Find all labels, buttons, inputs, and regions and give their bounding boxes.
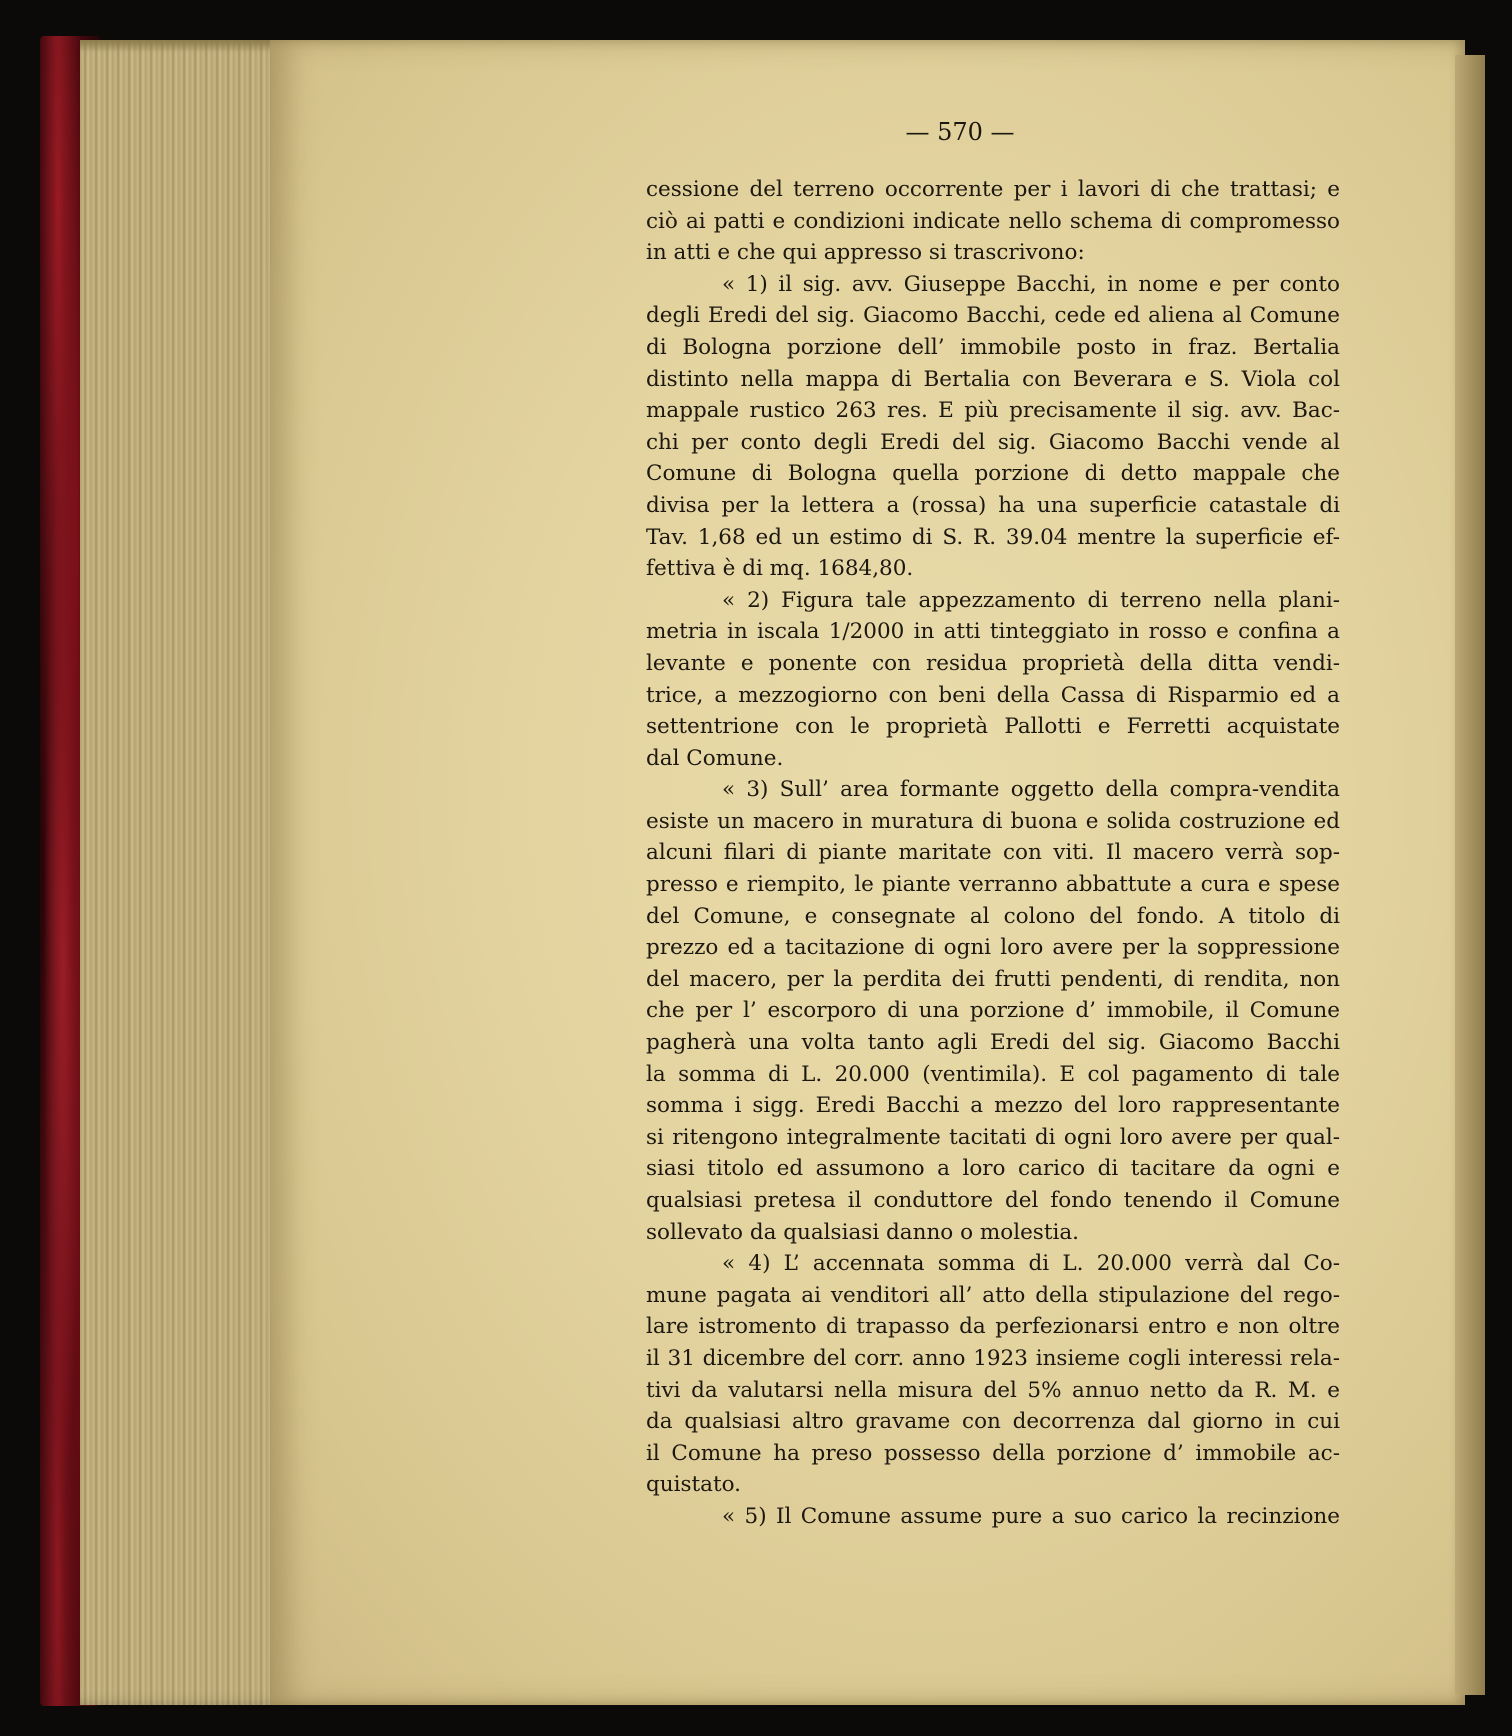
text-line: levante e ponente con residua proprietà della ditta vendi- [646, 650, 1340, 676]
text-line: presso e riempito, le piante verranno abbattute a cura e spese [646, 872, 1340, 898]
page-body-text [646, 174, 1340, 1533]
text-line: dal Comune. [646, 745, 784, 771]
page-edges [80, 40, 290, 1705]
text-line: Comune di Bologna quella porzione di detto mappale che [646, 461, 1340, 487]
text-line: trice, a mezzogiorno con beni della Cassa di Risparmio ed a [646, 682, 1340, 708]
text-line: « 4) L’ accennata somma di L. 20.000 verrà dal Co- [722, 1251, 1340, 1277]
text-line: « 1) il sig. avv. Giuseppe Bacchi, in nome e per conto [722, 271, 1340, 297]
text-line: pagherà una volta tanto agli Eredi del sig. Giacomo Bacchi [646, 1030, 1340, 1056]
text-line: degli Eredi del sig. Giacomo Bacchi, cede ed aliena al Comune [646, 303, 1340, 329]
text-line: prezzo ed a tacitazione di ogni loro avere per la soppressione [646, 935, 1340, 961]
text-line: ciò ai patti e condizioni indicate nello schema di compromesso [646, 208, 1340, 234]
text-line: il Comune ha preso possesso della porzione d’ immobile ac- [646, 1440, 1340, 1466]
text-line: si ritengono integralmente tacitati di ogni loro avere per qual- [646, 1124, 1340, 1150]
text-line: fettiva è di mq. 1684,80. [646, 556, 914, 582]
text-line: metria in iscala 1/2000 in atti tinteggiato in rosso e confina a [646, 619, 1340, 645]
text-line: mune pagata ai venditori all’ atto della stipulazione del rego- [646, 1282, 1340, 1308]
text-line: sollevato da qualsiasi danno o molestia. [646, 1219, 1079, 1245]
text-line: di Bologna porzione dell’ immobile posto in fraz. Bertalia [646, 334, 1340, 360]
text-line: mappale rustico 263 res. E più precisamente il sig. avv. Bac- [646, 398, 1340, 424]
text-line: cessione del terreno occorrente per i lavori di che trattasi; e [646, 177, 1340, 202]
text-line: « 2) Figura tale appezzamento di terreno nella plani- [722, 587, 1340, 613]
text-line: del Comune, e consegnate al colono del fondo. A titolo di [646, 903, 1340, 929]
page-number-text: — 570 — [905, 118, 1015, 146]
text-line: settentrione con le proprietà Pallotti e Ferretti acquistate [646, 714, 1340, 740]
text-line: esiste un macero in muratura di buona e solida costruzione ed [646, 808, 1340, 834]
text-line: « 3) Sull’ area formante oggetto della compra-vendita [722, 777, 1340, 803]
text-line: il 31 dicembre del corr. anno 1923 insieme cogli interessi rela- [646, 1345, 1340, 1371]
text-line: divisa per la lettera a (rossa) ha una superficie catastale di [646, 492, 1340, 518]
text-line: distinto nella mappa di Bertalia con Beverara e S. Viola col [646, 366, 1340, 392]
text-line: da qualsiasi altro gravame con decorrenza dal giorno in cui [646, 1409, 1340, 1435]
text-line: in atti e che qui appresso si trascrivono: [646, 240, 1085, 266]
text-line: qualsiasi pretesa il conduttore del fondo tenendo il Comune [646, 1188, 1340, 1213]
page-number [0, 118, 1512, 146]
text-line: quistato. [646, 1472, 742, 1498]
text-line: che per l’ escorporo di una porzione d’ immobile, il Comune [646, 998, 1340, 1024]
text-line: lare istromento di trapasso da perfezionarsi entro e non oltre [646, 1314, 1340, 1340]
text-line: « 5) Il Comune assume pure a suo carico la recinzione [722, 1503, 1340, 1529]
text-line: somma i sigg. Eredi Bacchi a mezzo del loro rappresentante [646, 1093, 1340, 1119]
text-line: siasi titolo ed assumono a loro carico di tacitare da ogni e [646, 1156, 1340, 1182]
text-line: la somma di L. 20.000 (ventimila). E col pagamento di tale [646, 1061, 1340, 1087]
facing-page-edge [1455, 55, 1485, 1695]
text-line: Tav. 1,68 ed un estimo di S. R. 39.04 mentre la superficie ef- [646, 524, 1340, 550]
text-line: chi per conto degli Eredi del sig. Giacomo Bacchi vende al [646, 429, 1340, 455]
text-line: alcuni filari di piante maritate con viti. Il macero verrà sop- [646, 840, 1340, 866]
text-line: tivi da valutarsi nella misura del 5% annuo netto da R. M. e [646, 1377, 1340, 1403]
text-line: del macero, per la perdita dei frutti pendenti, di rendita, non [646, 966, 1340, 992]
